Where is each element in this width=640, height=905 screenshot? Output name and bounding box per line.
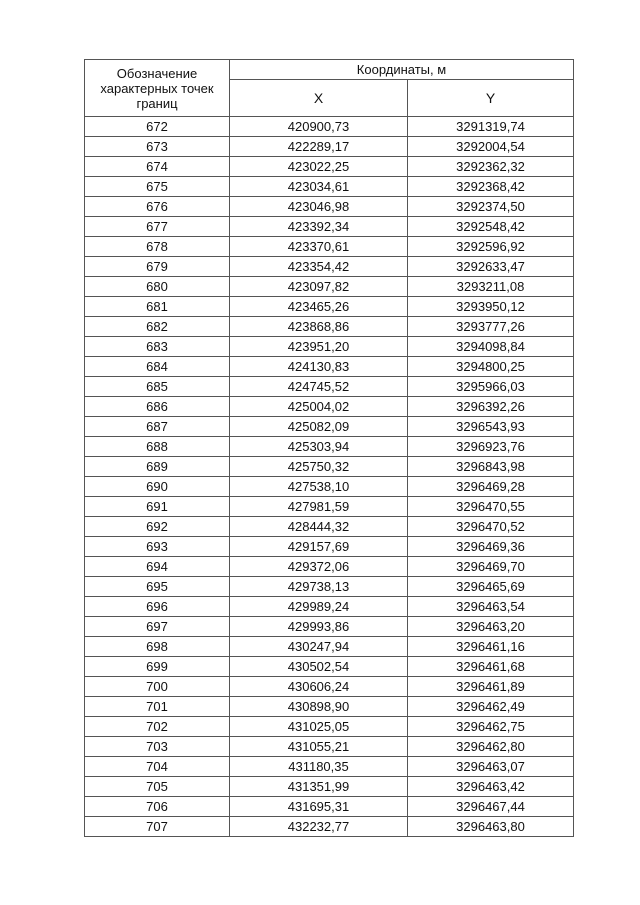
cell-y: 3292596,92 [408,237,574,257]
cell-y: 3296461,68 [408,657,574,677]
cell-point: 691 [85,497,230,517]
cell-y: 3296465,69 [408,577,574,597]
table-row [85,637,574,657]
cell-y: 3296461,16 [408,637,574,657]
cell-y: 3292368,42 [408,177,574,197]
table-row [85,577,574,597]
table-row [85,157,574,177]
cell-x: 423046,98 [230,197,408,217]
table-row [85,457,574,477]
cell-y: 3296469,28 [408,477,574,497]
table-row [85,237,574,257]
table-row [85,537,574,557]
cell-point: 696 [85,597,230,617]
table-row [85,517,574,537]
cell-y: 3296463,07 [408,757,574,777]
table-row [85,377,574,397]
cell-point: 683 [85,337,230,357]
cell-point: 674 [85,157,230,177]
cell-y: 3292633,47 [408,257,574,277]
cell-x: 424745,52 [230,377,408,397]
cell-x: 431180,35 [230,757,408,777]
cell-y: 3292004,54 [408,137,574,157]
cell-point: 702 [85,717,230,737]
cell-y: 3296543,93 [408,417,574,437]
cell-x: 423951,20 [230,337,408,357]
cell-x: 429738,13 [230,577,408,597]
cell-y: 3296469,70 [408,557,574,577]
cell-point: 679 [85,257,230,277]
header-x: X [230,80,408,117]
cell-point: 688 [85,437,230,457]
cell-point: 687 [85,417,230,437]
cell-x: 431351,99 [230,777,408,797]
table-row [85,677,574,697]
cell-point: 678 [85,237,230,257]
cell-point: 681 [85,297,230,317]
table-row [85,217,574,237]
table-row [85,257,574,277]
cell-y: 3296461,89 [408,677,574,697]
table-row [85,717,574,737]
header-coordinates: Координаты, м [230,60,574,80]
cell-point: 677 [85,217,230,237]
cell-point: 673 [85,137,230,157]
table-row [85,737,574,757]
cell-y: 3292362,32 [408,157,574,177]
cell-point: 675 [85,177,230,197]
cell-y: 3293211,08 [408,277,574,297]
header-y: Y [408,80,574,117]
table-row [85,317,574,337]
cell-y: 3296469,36 [408,537,574,557]
cell-x: 427538,10 [230,477,408,497]
cell-x: 423868,86 [230,317,408,337]
table-row [85,437,574,457]
cell-point: 690 [85,477,230,497]
table-row [85,597,574,617]
cell-y: 3296462,75 [408,717,574,737]
cell-y: 3296463,54 [408,597,574,617]
table-row [85,557,574,577]
coordinates-table [84,59,574,837]
cell-x: 431025,05 [230,717,408,737]
cell-y: 3293950,12 [408,297,574,317]
cell-point: 698 [85,637,230,657]
cell-x: 425004,02 [230,397,408,417]
cell-x: 429993,86 [230,617,408,637]
table-row [85,337,574,357]
cell-x: 424130,83 [230,357,408,377]
cell-x: 430502,54 [230,657,408,677]
table-row [85,757,574,777]
table-row [85,617,574,637]
cell-x: 423034,61 [230,177,408,197]
cell-y: 3296470,52 [408,517,574,537]
cell-x: 430898,90 [230,697,408,717]
table-row [85,797,574,817]
cell-point: 672 [85,117,230,137]
cell-x: 431055,21 [230,737,408,757]
cell-y: 3296470,55 [408,497,574,517]
table-row [85,137,574,157]
cell-y: 3292374,50 [408,197,574,217]
table-row [85,657,574,677]
table-body [85,117,574,837]
header-row-top [85,60,574,80]
cell-y: 3292548,42 [408,217,574,237]
table-row [85,817,574,837]
cell-x: 430247,94 [230,637,408,657]
cell-y: 3296462,49 [408,697,574,717]
cell-point: 694 [85,557,230,577]
cell-point: 707 [85,817,230,837]
cell-point: 680 [85,277,230,297]
cell-point: 701 [85,697,230,717]
cell-y: 3296463,20 [408,617,574,637]
cell-y: 3293777,26 [408,317,574,337]
cell-x: 425750,32 [230,457,408,477]
table-row [85,117,574,137]
cell-point: 693 [85,537,230,557]
table-row [85,177,574,197]
cell-point: 684 [85,357,230,377]
cell-x: 429989,24 [230,597,408,617]
cell-x: 423392,34 [230,217,408,237]
cell-point: 697 [85,617,230,637]
table-row [85,697,574,717]
cell-x: 430606,24 [230,677,408,697]
cell-y: 3296392,26 [408,397,574,417]
cell-point: 699 [85,657,230,677]
cell-x: 423354,42 [230,257,408,277]
cell-x: 423465,26 [230,297,408,317]
cell-point: 685 [85,377,230,397]
table-row [85,197,574,217]
cell-x: 420900,73 [230,117,408,137]
cell-x: 431695,31 [230,797,408,817]
cell-point: 700 [85,677,230,697]
table-row [85,777,574,797]
cell-point: 704 [85,757,230,777]
cell-x: 425303,94 [230,437,408,457]
cell-y: 3296463,42 [408,777,574,797]
cell-y: 3296467,44 [408,797,574,817]
cell-point: 695 [85,577,230,597]
cell-point: 706 [85,797,230,817]
cell-point: 692 [85,517,230,537]
cell-x: 427981,59 [230,497,408,517]
table-row [85,497,574,517]
cell-point: 682 [85,317,230,337]
cell-point: 689 [85,457,230,477]
cell-x: 428444,32 [230,517,408,537]
cell-y: 3296462,80 [408,737,574,757]
cell-x: 423097,82 [230,277,408,297]
cell-x: 423370,61 [230,237,408,257]
cell-x: 423022,25 [230,157,408,177]
cell-y: 3296843,98 [408,457,574,477]
table-row [85,297,574,317]
table-row [85,477,574,497]
table-row [85,277,574,297]
cell-point: 703 [85,737,230,757]
table-row [85,417,574,437]
cell-y: 3294800,25 [408,357,574,377]
table-row [85,357,574,377]
cell-x: 432232,77 [230,817,408,837]
table-row [85,397,574,417]
table-header [85,60,574,117]
cell-y: 3291319,74 [408,117,574,137]
cell-x: 429157,69 [230,537,408,557]
cell-y: 3294098,84 [408,337,574,357]
cell-x: 422289,17 [230,137,408,157]
cell-x: 425082,09 [230,417,408,437]
header-point-designation: Обозначение характерных точек границ [85,60,230,117]
cell-point: 705 [85,777,230,797]
cell-point: 676 [85,197,230,217]
cell-y: 3295966,03 [408,377,574,397]
cell-x: 429372,06 [230,557,408,577]
cell-y: 3296923,76 [408,437,574,457]
cell-point: 686 [85,397,230,417]
cell-y: 3296463,80 [408,817,574,837]
